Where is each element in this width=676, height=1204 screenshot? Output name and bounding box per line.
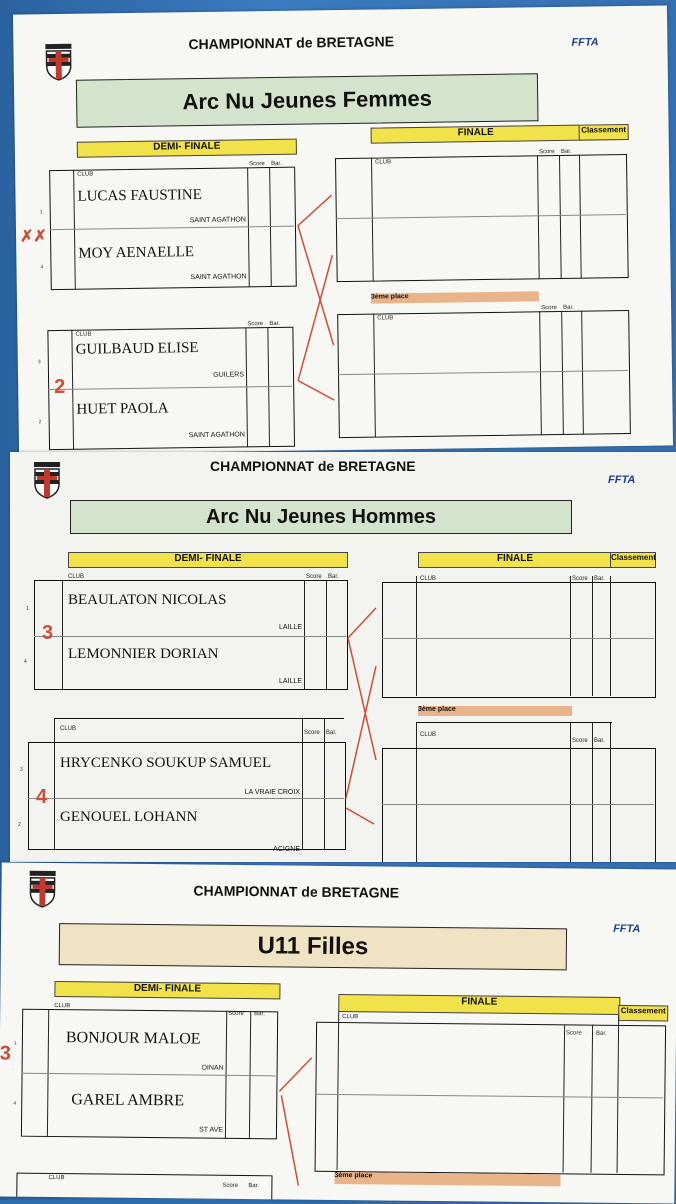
archer-name: HRYCENKO SOUKUP SAMUEL [60,755,272,771]
seed-number: 4 [24,659,27,665]
ffta-logo-icon: FFTA [571,36,599,49]
archer-club: SAINT AGATHON [188,431,245,440]
bracket-sheet-3 [0,862,676,1203]
ranking-label: Classement [618,1005,668,1022]
bar-column-header: Bar. [563,304,574,311]
archer-club: LA VRAIE CROIX [244,789,300,796]
category-banner: Arc Nu Jeunes Hommes [70,500,572,534]
semi-final-label: DEMI- FINALE [68,552,348,568]
final-label: FINALE [418,552,612,568]
third-place-label: 3ème place [418,706,572,716]
club-column-header: CLUB [48,1174,65,1182]
score-column-header: Score [306,574,322,580]
seed-number: 2 [18,822,21,828]
archer-club: ST AVE [199,1126,224,1134]
score-column-header: Score [538,149,555,156]
archer-club: DINAN [201,1064,224,1072]
archer-club: ACIGNE [273,846,300,853]
bar-column-header: Bar. [594,738,605,744]
seed-number: 4 [13,1100,17,1107]
semi-final-label: DEMI- FINALE [77,139,297,158]
seed-number: 2 [38,419,42,426]
bracket-sheet-1 [13,5,673,454]
archer-name: LUCAS FAUSTINE [77,186,202,205]
championship-title: CHAMPIONNAT de BRETAGNE [188,33,395,53]
archer-club: SAINT AGATHON [189,216,246,225]
ranking-label: Classement [579,124,629,141]
bar-column-header: Bar. [595,1030,607,1037]
bar-column-header: Bar. [326,730,337,736]
ffta-logo-icon: FFTA [608,474,636,486]
archer-name: LEMONNIER DORIAN [68,646,219,662]
archer-club: GUILERS [213,371,245,379]
club-column-header: CLUB [54,1003,71,1010]
championship-title: CHAMPIONNAT de BRETAGNE [210,458,416,474]
score-column-header: Score [572,576,588,582]
archer-name: BONJOUR MALOE [65,1029,201,1048]
archer-name: MOY AENAELLE [78,244,195,262]
ffta-logo-icon: FFTA [613,922,641,936]
score-column-header: Score [228,1010,244,1018]
bar-column-header: Bar. [328,574,339,580]
archer-name: GAREL AMBRE [71,1091,185,1110]
club-column-header: CLUB [375,159,392,166]
category-banner: Arc Nu Jeunes Femmes [76,73,539,127]
pen-rank-mark: 3 [0,1042,12,1065]
score-column-header: Score [541,305,557,312]
archer-name: HUET PAOLA [76,400,169,418]
score-column-header: Score [249,161,265,168]
bar-column-header: Bar. [271,160,282,167]
championship-title: CHAMPIONNAT de BRETAGNE [193,882,400,901]
seed-number: 4 [40,264,44,271]
club-column-header: CLUB [60,726,77,732]
final-label: FINALE [338,994,620,1015]
ranking-label: Classement [610,552,656,568]
semi-final-label: DEMI- FINALE [54,981,280,999]
archer-name: GENOUEL LOHANN [60,809,198,825]
archer-club: LAILLE [279,624,302,631]
bracket-arrows [0,862,676,1203]
seed-number: 1 [26,606,29,612]
score-column-header: Score [247,321,264,328]
archer-name: GUILBAUD ELISE [75,340,199,358]
score-column-header: Score [565,1030,582,1037]
score-column-header: Score [572,738,588,744]
bar-column-header: Bar. [248,1183,260,1190]
score-column-header: Score [222,1182,239,1189]
club-column-header: CLUB [342,1014,359,1021]
score-column-header: Score [304,730,320,736]
club-column-header: CLUB [75,331,92,338]
pen-rank-mark: 4 [36,786,48,808]
seed-number: 1 [39,209,43,216]
pen-rank-mark: 3 [42,622,54,644]
bar-column-header: Bar. [594,576,605,582]
seed-number: 1 [13,1040,17,1047]
bracket-sheet-2 [10,452,676,862]
club-column-header: CLUB [68,574,85,580]
club-column-header: CLUB [77,171,94,178]
seed-number: 3 [37,359,41,366]
bracket-arrows [10,452,676,862]
archer-club: LAILLE [279,678,302,685]
archer-club: SAINT AGATHON [190,273,247,282]
bar-column-header: Bar. [254,1011,265,1018]
scribble-mark: ✗✗ [19,228,47,246]
archer-name: BEAULATON NICOLAS [68,592,227,608]
bracket-arrows [13,5,673,454]
club-column-header: CLUB [377,315,394,322]
bar-column-header: Bar. [560,148,572,155]
bar-column-header: Bar. [269,320,281,328]
club-column-header: CLUB [420,732,437,738]
category-banner: U11 Filles [59,923,567,970]
pen-rank-mark: 2 [54,375,66,399]
third-place-label: 3ème place [334,1172,560,1186]
final-label: FINALE [371,125,581,144]
club-column-header: CLUB [420,576,437,582]
third-place-label: 3ème place [371,291,539,303]
seed-number: 3 [20,767,23,773]
